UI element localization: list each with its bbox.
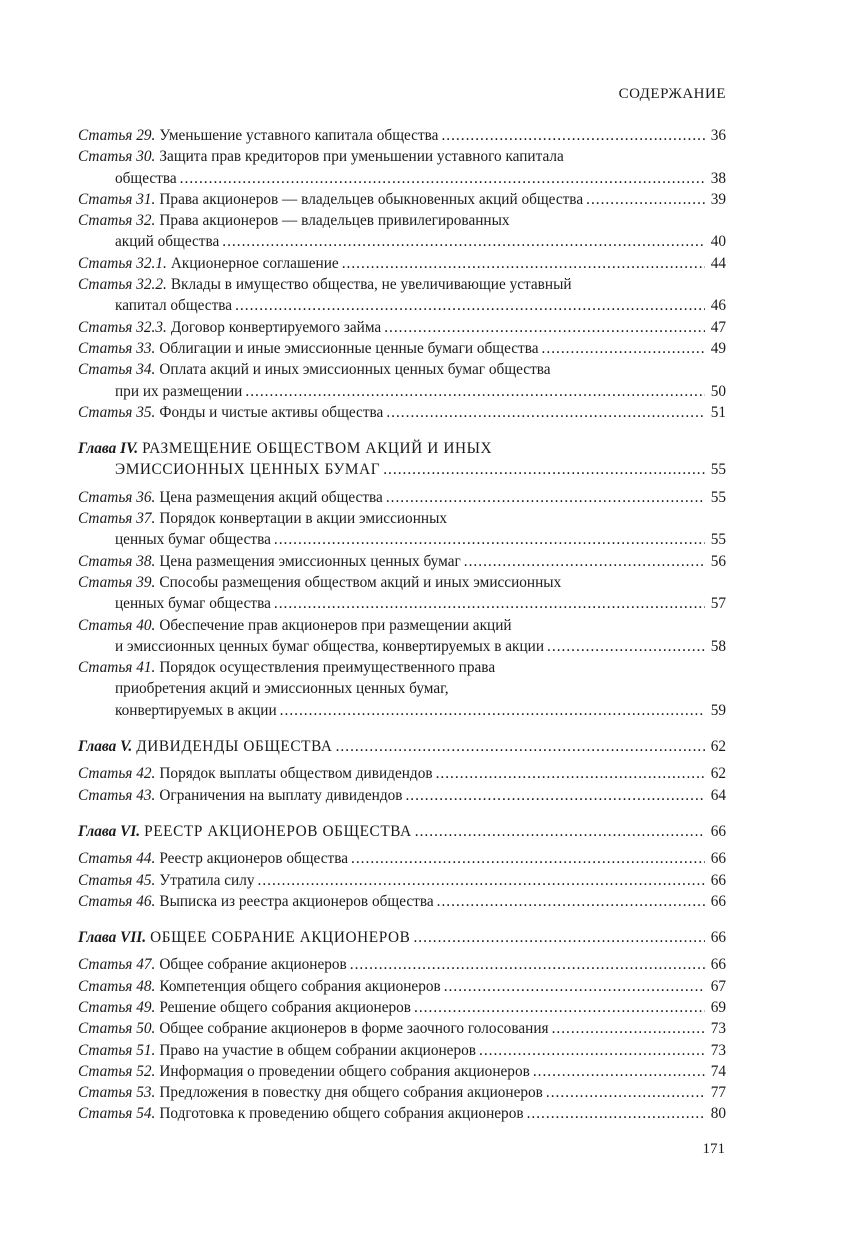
dot-leader — [350, 954, 705, 975]
dot-leader — [441, 125, 705, 146]
dot-leader — [386, 402, 705, 423]
toc-line — [78, 529, 726, 550]
toc-article[interactable] — [78, 572, 726, 615]
entry-label: Статья 51. — [78, 1041, 156, 1059]
toc-article[interactable] — [78, 253, 726, 274]
entry-label: Глава VII. — [78, 929, 147, 947]
entry-title: Утратила силу — [159, 871, 255, 889]
entry-page: 59 — [710, 701, 726, 719]
dot-leader — [274, 593, 705, 614]
dot-leader — [258, 870, 706, 891]
entry-title: общества — [115, 169, 177, 187]
toc-article[interactable] — [78, 402, 726, 423]
toc-article[interactable] — [78, 785, 726, 806]
entry-page: 46 — [710, 297, 726, 315]
dot-leader — [274, 529, 705, 550]
entry-label: Глава IV. — [78, 440, 139, 458]
entry-label: Статья 54. — [78, 1105, 156, 1123]
toc-article[interactable] — [78, 763, 726, 784]
entry-title: Право на участие в общем собрании акционеров — [159, 1041, 476, 1059]
toc-line — [78, 870, 726, 891]
entry-page: 38 — [710, 169, 726, 187]
dot-leader — [280, 700, 705, 721]
entry-label: Статья 33. — [78, 339, 156, 357]
dot-leader — [384, 317, 705, 338]
toc-line — [78, 593, 726, 614]
entry-page: 57 — [710, 595, 726, 613]
entry-label: Статья 39. — [78, 573, 156, 591]
entry-page: 55 — [710, 488, 726, 506]
toc-line — [78, 785, 726, 806]
dot-leader — [413, 927, 705, 948]
toc-line — [78, 763, 726, 784]
toc-article[interactable] — [78, 359, 726, 402]
toc-article[interactable] — [78, 1082, 726, 1103]
entry-title: Общее собрание акционеров в форме заочного голосования — [159, 1020, 549, 1038]
toc-line — [78, 927, 726, 948]
entry-title: РАЗМЕЩЕНИЕ ОБЩЕСТВОМ АКЦИЙ И ИНЫХ — [142, 440, 493, 458]
entry-title: Общее собрание акционеров — [159, 956, 347, 974]
entry-title: приобретения акций и эмиссионных ценных бумаг, — [115, 680, 449, 698]
entry-title: Реестр акционеров общества — [159, 850, 349, 868]
toc-line — [78, 317, 726, 338]
entry-page: 66 — [710, 871, 726, 889]
dot-leader — [436, 763, 705, 784]
entry-title: капитал общества — [115, 297, 233, 315]
toc-article[interactable] — [78, 146, 726, 189]
entry-page: 67 — [710, 977, 726, 995]
toc-article[interactable] — [78, 317, 726, 338]
entry-page: 44 — [710, 254, 726, 272]
entry-label: Глава V. — [78, 738, 133, 756]
entry-page: 51 — [710, 403, 726, 421]
dot-leader — [180, 168, 705, 189]
toc-article[interactable] — [78, 997, 726, 1018]
dot-leader — [444, 976, 705, 997]
toc-article[interactable] — [78, 1061, 726, 1082]
toc-line — [78, 572, 726, 593]
entry-label: Статья 43. — [78, 786, 156, 804]
toc-line — [78, 736, 726, 757]
entry-title: Компетенция общего собрания акционеров — [159, 977, 441, 995]
toc-line — [78, 210, 726, 231]
entry-title: Акционерное соглашение — [170, 254, 339, 272]
entry-page: 56 — [710, 552, 726, 570]
toc-article[interactable] — [78, 1018, 726, 1039]
dot-leader — [437, 891, 705, 912]
toc-article[interactable] — [78, 1103, 726, 1124]
dot-leader — [479, 1040, 705, 1061]
entry-label: Статья 36. — [78, 488, 156, 506]
toc-line — [78, 125, 726, 146]
entry-label: Статья 42. — [78, 765, 156, 783]
toc-article[interactable] — [78, 1040, 726, 1061]
toc-article[interactable] — [78, 891, 726, 912]
entry-page: 66 — [710, 850, 726, 868]
entry-title: Выписка из реестра акционеров общества — [159, 892, 434, 910]
dot-leader — [386, 487, 705, 508]
entry-title: РЕЕСТР АКЦИОНЕРОВ ОБЩЕСТВА — [144, 822, 412, 840]
entry-title: Порядок осуществления преимущественного права — [159, 659, 496, 677]
toc-article[interactable] — [78, 615, 726, 658]
entry-label: Статья 53. — [78, 1084, 156, 1102]
entry-page: 74 — [710, 1062, 726, 1080]
entry-title: и эмиссионных ценных бумаг общества, конвертируемых в акции — [115, 637, 545, 655]
toc-article[interactable] — [78, 657, 726, 721]
entry-label: Статья 52. — [78, 1062, 156, 1080]
dot-leader — [464, 551, 705, 572]
toc-chapter[interactable] — [78, 927, 726, 948]
toc-article[interactable] — [78, 189, 726, 210]
toc-line — [78, 700, 726, 721]
entry-page: 73 — [710, 1020, 726, 1038]
entry-title: Предложения в повестку дня общего собрания акционеров — [159, 1084, 543, 1102]
entry-page: 77 — [710, 1084, 726, 1102]
dot-leader — [542, 338, 705, 359]
entry-title: Облигации и иные эмиссионные ценные бумаги общества — [159, 339, 539, 357]
entry-title: Порядок выплаты обществом дивидендов — [159, 765, 433, 783]
dot-leader — [336, 736, 705, 757]
toc-article[interactable] — [78, 870, 726, 891]
toc-line — [78, 381, 726, 402]
toc-line — [78, 1061, 726, 1082]
toc-article[interactable] — [78, 125, 726, 146]
toc-line — [78, 359, 726, 380]
dot-leader — [235, 295, 705, 316]
toc-line — [78, 821, 726, 842]
dot-leader — [527, 1103, 705, 1124]
entry-label: Статья 32. — [78, 212, 156, 230]
entry-label: Глава VI. — [78, 822, 141, 840]
entry-title: Уменьшение уставного капитала общества — [159, 127, 439, 144]
entry-label: Статья 32.1. — [78, 254, 167, 272]
dot-leader — [342, 253, 705, 274]
entry-title: ДИВИДЕНДЫ ОБЩЕСТВА — [136, 738, 333, 756]
entry-title: Договор конвертируемого займа — [170, 318, 382, 336]
running-header: СОДЕРЖАНИЕ — [618, 86, 726, 102]
toc-line — [78, 657, 726, 678]
toc-line — [78, 848, 726, 869]
entry-label: Статья 35. — [78, 403, 156, 421]
entry-label: Статья 47. — [78, 956, 156, 974]
entry-page: 40 — [710, 233, 726, 251]
toc-line — [78, 954, 726, 975]
entry-label: Статья 46. — [78, 892, 156, 910]
dot-leader — [414, 997, 705, 1018]
entry-title: ЭМИССИОННЫХ ЦЕННЫХ БУМАГ — [115, 461, 381, 479]
entry-title: Решение общего собрания акционеров — [159, 998, 412, 1016]
entry-title: Фонды и чистые активы общества — [159, 403, 384, 421]
entry-page: 66 — [710, 822, 726, 840]
entry-title: Защита прав кредиторов при уменьшении уставного капитала — [159, 148, 564, 166]
toc-line — [78, 295, 726, 316]
entry-title: ценных бумаг общества — [115, 531, 271, 549]
dot-leader — [533, 1061, 705, 1082]
entry-title: Обеспечение прав акционеров при размещении акций — [159, 616, 512, 634]
entry-title: акций общества — [115, 233, 220, 251]
toc-line — [78, 997, 726, 1018]
toc-article[interactable] — [78, 487, 726, 508]
entry-page: 66 — [710, 892, 726, 910]
entry-title: Порядок конвертации в акции эмиссионных — [159, 510, 448, 528]
toc-line — [78, 487, 726, 508]
entry-label: Статья 44. — [78, 850, 156, 868]
entry-page: 55 — [710, 461, 726, 479]
toc-line — [78, 1018, 726, 1039]
entry-page: 64 — [710, 786, 726, 804]
toc-line — [78, 976, 726, 997]
toc-line — [78, 1040, 726, 1061]
toc-line — [78, 636, 726, 657]
entry-page: 62 — [710, 765, 726, 783]
toc-article[interactable] — [78, 976, 726, 997]
toc-line — [78, 1103, 726, 1124]
entry-label: Статья 30. — [78, 148, 156, 166]
toc-article[interactable] — [78, 338, 726, 359]
toc-chapter[interactable] — [78, 438, 726, 481]
dot-leader — [415, 821, 705, 842]
toc-line — [78, 146, 726, 167]
entry-page: 47 — [710, 318, 726, 336]
entry-title: Цена размещения акций общества — [159, 488, 383, 506]
table-of-contents — [78, 125, 726, 1125]
entry-page: 69 — [710, 998, 726, 1016]
toc-line — [78, 678, 726, 699]
toc-line — [78, 508, 726, 529]
toc-line — [78, 189, 726, 210]
entry-page: 62 — [710, 738, 726, 756]
toc-line — [78, 1082, 726, 1103]
dot-leader — [552, 1018, 705, 1039]
toc-line — [78, 253, 726, 274]
entry-page: 55 — [710, 531, 726, 549]
entry-page: 80 — [710, 1105, 726, 1123]
entry-page: 49 — [710, 339, 726, 357]
toc-article[interactable] — [78, 210, 726, 253]
entry-title: Вклады в имущество общества, не увеличивающие уставный — [170, 276, 572, 294]
entry-label: Статья 48. — [78, 977, 156, 995]
entry-title: Ограничения на выплату дивидендов — [159, 786, 403, 804]
entry-title: конвертируемых в акции — [115, 701, 277, 719]
entry-title: Способы размещения обществом акций и иных эмиссионных — [159, 573, 562, 591]
toc-article[interactable] — [78, 551, 726, 572]
entry-label: Статья 41. — [78, 659, 156, 677]
dot-leader — [405, 785, 705, 806]
toc-line — [78, 402, 726, 423]
entry-label: Статья 50. — [78, 1020, 156, 1038]
entry-page: 39 — [710, 190, 726, 208]
entry-label: Статья 37. — [78, 510, 156, 528]
entry-title: Цена размещения эмиссионных ценных бумаг — [159, 552, 461, 570]
entry-title: Информация о проведении общего собрания акционеров — [159, 1062, 530, 1080]
toc-line — [78, 438, 726, 459]
toc-article[interactable] — [78, 954, 726, 975]
entry-label: Статья 34. — [78, 361, 156, 379]
entry-label: Статья 31. — [78, 190, 156, 208]
entry-title: при их размещении — [115, 382, 243, 400]
dot-leader — [586, 189, 705, 210]
toc-line — [78, 459, 726, 480]
toc-line — [78, 274, 726, 295]
entry-page: 73 — [710, 1041, 726, 1059]
toc-chapter[interactable] — [78, 821, 726, 842]
dot-leader — [546, 1082, 705, 1103]
toc-article[interactable] — [78, 508, 726, 551]
toc-line — [78, 891, 726, 912]
entry-page: 66 — [710, 956, 726, 974]
entry-title: Подготовка к проведению общего собрания акционеров — [159, 1105, 524, 1123]
toc-line — [78, 615, 726, 636]
toc-line — [78, 168, 726, 189]
dot-leader — [383, 459, 705, 480]
entry-title: ОБЩЕЕ СОБРАНИЕ АКЦИОНЕРОВ — [150, 929, 411, 947]
entry-title: Права акционеров — владельцев привилегированных — [159, 212, 510, 230]
toc-article[interactable] — [78, 848, 726, 869]
entry-label: Статья 32.3. — [78, 318, 167, 336]
entry-label: Статья 45. — [78, 871, 156, 889]
entry-label: Статья 40. — [78, 616, 156, 634]
entry-title: Оплата акций и иных эмиссионных ценных бумаг общества — [159, 361, 551, 379]
entry-label: Статья 38. — [78, 552, 156, 570]
entry-label: Статья 29. — [78, 127, 156, 144]
entry-page: 66 — [710, 929, 726, 947]
toc-line — [78, 231, 726, 252]
page-number: 171 — [702, 1141, 725, 1157]
entry-page: 36 — [710, 127, 726, 144]
dot-leader — [245, 381, 705, 402]
entry-title: Права акционеров — владельцев обыкновенных акций общества — [159, 190, 584, 208]
entry-page: 58 — [710, 637, 726, 655]
entry-label: Статья 32.2. — [78, 276, 167, 294]
toc-line — [78, 551, 726, 572]
toc-article[interactable] — [78, 274, 726, 317]
entry-label: Статья 49. — [78, 998, 156, 1016]
toc-line — [78, 338, 726, 359]
dot-leader — [351, 848, 705, 869]
toc-chapter[interactable] — [78, 736, 726, 757]
entry-page: 50 — [710, 382, 726, 400]
dot-leader — [222, 231, 705, 252]
entry-title: ценных бумаг общества — [115, 595, 271, 613]
dot-leader — [547, 636, 705, 657]
